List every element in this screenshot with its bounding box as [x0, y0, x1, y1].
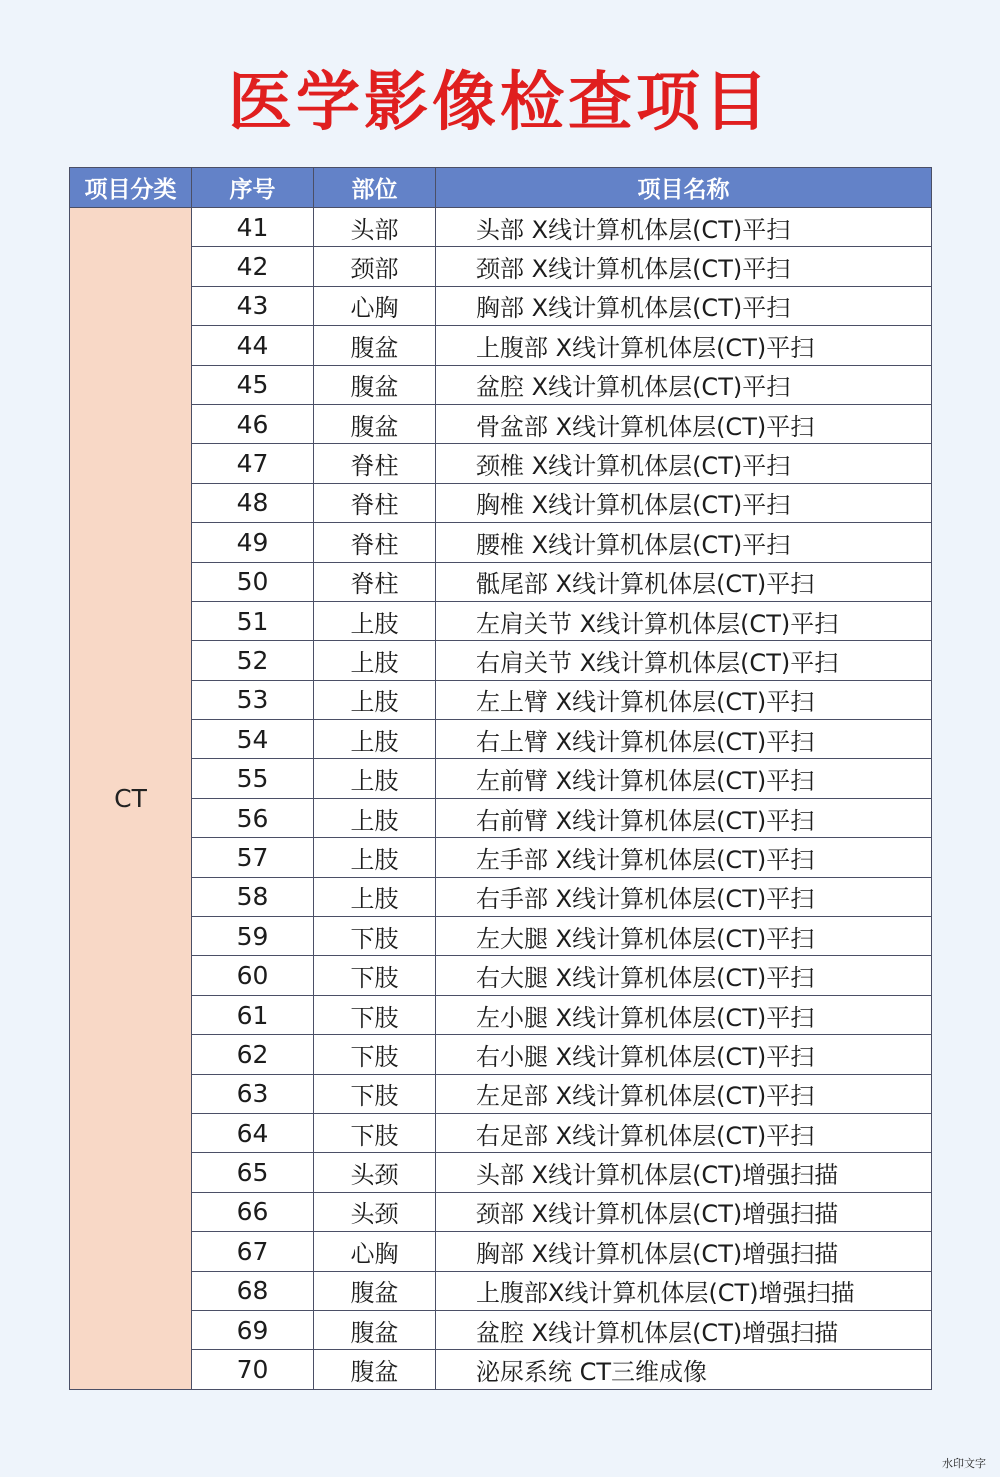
number-cell: 46 [192, 404, 314, 443]
body-part-cell: 腹盆 [314, 404, 436, 443]
table-row [70, 247, 932, 286]
table-row [70, 838, 932, 877]
exam-table-container [69, 167, 931, 1390]
body-part-cell: 上肢 [314, 798, 436, 837]
exam-table [69, 167, 932, 1390]
table-row [70, 208, 932, 247]
number-cell: 57 [192, 838, 314, 877]
body-part-cell: 上肢 [314, 720, 436, 759]
body-part-cell: 头颈 [314, 1192, 436, 1231]
watermark-text: 水印文字 [942, 1457, 986, 1470]
table-row [70, 601, 932, 640]
item-name-cell: 骨盆部 X线计算机体层(CT)平扫 [436, 404, 932, 443]
body-part-cell: 脊柱 [314, 523, 436, 562]
body-part-cell: 腹盆 [314, 365, 436, 404]
item-name-cell: 左小腿 X线计算机体层(CT)平扫 [436, 995, 932, 1034]
item-name-cell: 颈部 X线计算机体层(CT)增强扫描 [436, 1192, 932, 1231]
table-row [70, 326, 932, 365]
body-part-cell: 上肢 [314, 759, 436, 798]
table-row [70, 483, 932, 522]
number-cell: 60 [192, 956, 314, 995]
item-name-cell: 左上臂 X线计算机体层(CT)平扫 [436, 680, 932, 719]
header-category: 项目分类 [70, 168, 192, 208]
item-name-cell: 上腹部X线计算机体层(CT)增强扫描 [436, 1271, 932, 1310]
item-name-cell: 右手部 X线计算机体层(CT)平扫 [436, 877, 932, 916]
table-row [70, 917, 932, 956]
item-name-cell: 左手部 X线计算机体层(CT)平扫 [436, 838, 932, 877]
body-part-cell: 下肢 [314, 1074, 436, 1113]
table-row [70, 956, 932, 995]
body-part-cell: 下肢 [314, 917, 436, 956]
body-part-cell: 头部 [314, 208, 436, 247]
item-name-cell: 腰椎 X线计算机体层(CT)平扫 [436, 523, 932, 562]
body-part-cell: 上肢 [314, 838, 436, 877]
body-part-cell: 头颈 [314, 1153, 436, 1192]
number-cell: 59 [192, 917, 314, 956]
number-cell: 41 [192, 208, 314, 247]
body-part-cell: 下肢 [314, 1113, 436, 1152]
table-row [70, 641, 932, 680]
number-cell: 47 [192, 444, 314, 483]
table-row [70, 680, 932, 719]
table-row [70, 1350, 932, 1389]
number-cell: 42 [192, 247, 314, 286]
item-name-cell: 右大腿 X线计算机体层(CT)平扫 [436, 956, 932, 995]
header-body-part: 部位 [314, 168, 436, 208]
body-part-cell: 腹盆 [314, 1271, 436, 1310]
body-part-cell: 心胸 [314, 1232, 436, 1271]
item-name-cell: 右上臂 X线计算机体层(CT)平扫 [436, 720, 932, 759]
table-row [70, 1232, 932, 1271]
number-cell: 63 [192, 1074, 314, 1113]
item-name-cell: 颈部 X线计算机体层(CT)平扫 [436, 247, 932, 286]
number-cell: 53 [192, 680, 314, 719]
item-name-cell: 右足部 X线计算机体层(CT)平扫 [436, 1113, 932, 1152]
item-name-cell: 头部 X线计算机体层(CT)增强扫描 [436, 1153, 932, 1192]
item-name-cell: 左足部 X线计算机体层(CT)平扫 [436, 1074, 932, 1113]
header-number: 序号 [192, 168, 314, 208]
number-cell: 66 [192, 1192, 314, 1231]
number-cell: 48 [192, 483, 314, 522]
table-body [70, 208, 932, 1390]
item-name-cell: 胸椎 X线计算机体层(CT)平扫 [436, 483, 932, 522]
body-part-cell: 上肢 [314, 641, 436, 680]
body-part-cell: 腹盆 [314, 1310, 436, 1349]
number-cell: 68 [192, 1271, 314, 1310]
table-row [70, 1035, 932, 1074]
table-row [70, 1271, 932, 1310]
item-name-cell: 左前臂 X线计算机体层(CT)平扫 [436, 759, 932, 798]
table-row [70, 877, 932, 916]
number-cell: 51 [192, 601, 314, 640]
body-part-cell: 腹盆 [314, 326, 436, 365]
body-part-cell: 下肢 [314, 995, 436, 1034]
item-name-cell: 头部 X线计算机体层(CT)平扫 [436, 208, 932, 247]
number-cell: 56 [192, 798, 314, 837]
table-row [70, 286, 932, 325]
body-part-cell: 上肢 [314, 601, 436, 640]
number-cell: 50 [192, 562, 314, 601]
number-cell: 45 [192, 365, 314, 404]
body-part-cell: 上肢 [314, 877, 436, 916]
body-part-cell: 下肢 [314, 1035, 436, 1074]
number-cell: 67 [192, 1232, 314, 1271]
table-row [70, 444, 932, 483]
category-cell: CT [70, 208, 192, 1390]
number-cell: 43 [192, 286, 314, 325]
table-row [70, 1113, 932, 1152]
number-cell: 44 [192, 326, 314, 365]
number-cell: 58 [192, 877, 314, 916]
number-cell: 61 [192, 995, 314, 1034]
item-name-cell: 胸部 X线计算机体层(CT)平扫 [436, 286, 932, 325]
page-title: 医学影像检查项目 [228, 66, 772, 140]
number-cell: 62 [192, 1035, 314, 1074]
item-name-cell: 右肩关节 X线计算机体层(CT)平扫 [436, 641, 932, 680]
body-part-cell: 脊柱 [314, 562, 436, 601]
header-item-name: 项目名称 [436, 168, 932, 208]
item-name-cell: 左大腿 X线计算机体层(CT)平扫 [436, 917, 932, 956]
table-row [70, 1153, 932, 1192]
body-part-cell: 下肢 [314, 956, 436, 995]
table-row [70, 1192, 932, 1231]
item-name-cell: 泌尿系统 CT三维成像 [436, 1350, 932, 1389]
item-name-cell: 右前臂 X线计算机体层(CT)平扫 [436, 798, 932, 837]
body-part-cell: 上肢 [314, 680, 436, 719]
number-cell: 64 [192, 1113, 314, 1152]
table-row [70, 759, 932, 798]
item-name-cell: 胸部 X线计算机体层(CT)增强扫描 [436, 1232, 932, 1271]
number-cell: 49 [192, 523, 314, 562]
body-part-cell: 脊柱 [314, 444, 436, 483]
table-row [70, 523, 932, 562]
item-name-cell: 右小腿 X线计算机体层(CT)平扫 [436, 1035, 932, 1074]
number-cell: 65 [192, 1153, 314, 1192]
body-part-cell: 心胸 [314, 286, 436, 325]
body-part-cell: 腹盆 [314, 1350, 436, 1389]
table-row [70, 1310, 932, 1349]
body-part-cell: 颈部 [314, 247, 436, 286]
item-name-cell: 左肩关节 X线计算机体层(CT)平扫 [436, 601, 932, 640]
item-name-cell: 盆腔 X线计算机体层(CT)增强扫描 [436, 1310, 932, 1349]
table-row [70, 1074, 932, 1113]
table-row [70, 365, 932, 404]
body-part-cell: 脊柱 [314, 483, 436, 522]
table-row [70, 798, 932, 837]
number-cell: 70 [192, 1350, 314, 1389]
item-name-cell: 盆腔 X线计算机体层(CT)平扫 [436, 365, 932, 404]
item-name-cell: 骶尾部 X线计算机体层(CT)平扫 [436, 562, 932, 601]
table-header-row [70, 168, 932, 208]
item-name-cell: 颈椎 X线计算机体层(CT)平扫 [436, 444, 932, 483]
item-name-cell: 上腹部 X线计算机体层(CT)平扫 [436, 326, 932, 365]
table-row [70, 562, 932, 601]
number-cell: 52 [192, 641, 314, 680]
number-cell: 55 [192, 759, 314, 798]
number-cell: 54 [192, 720, 314, 759]
table-row [70, 995, 932, 1034]
table-row [70, 404, 932, 443]
number-cell: 69 [192, 1310, 314, 1349]
table-row [70, 720, 932, 759]
